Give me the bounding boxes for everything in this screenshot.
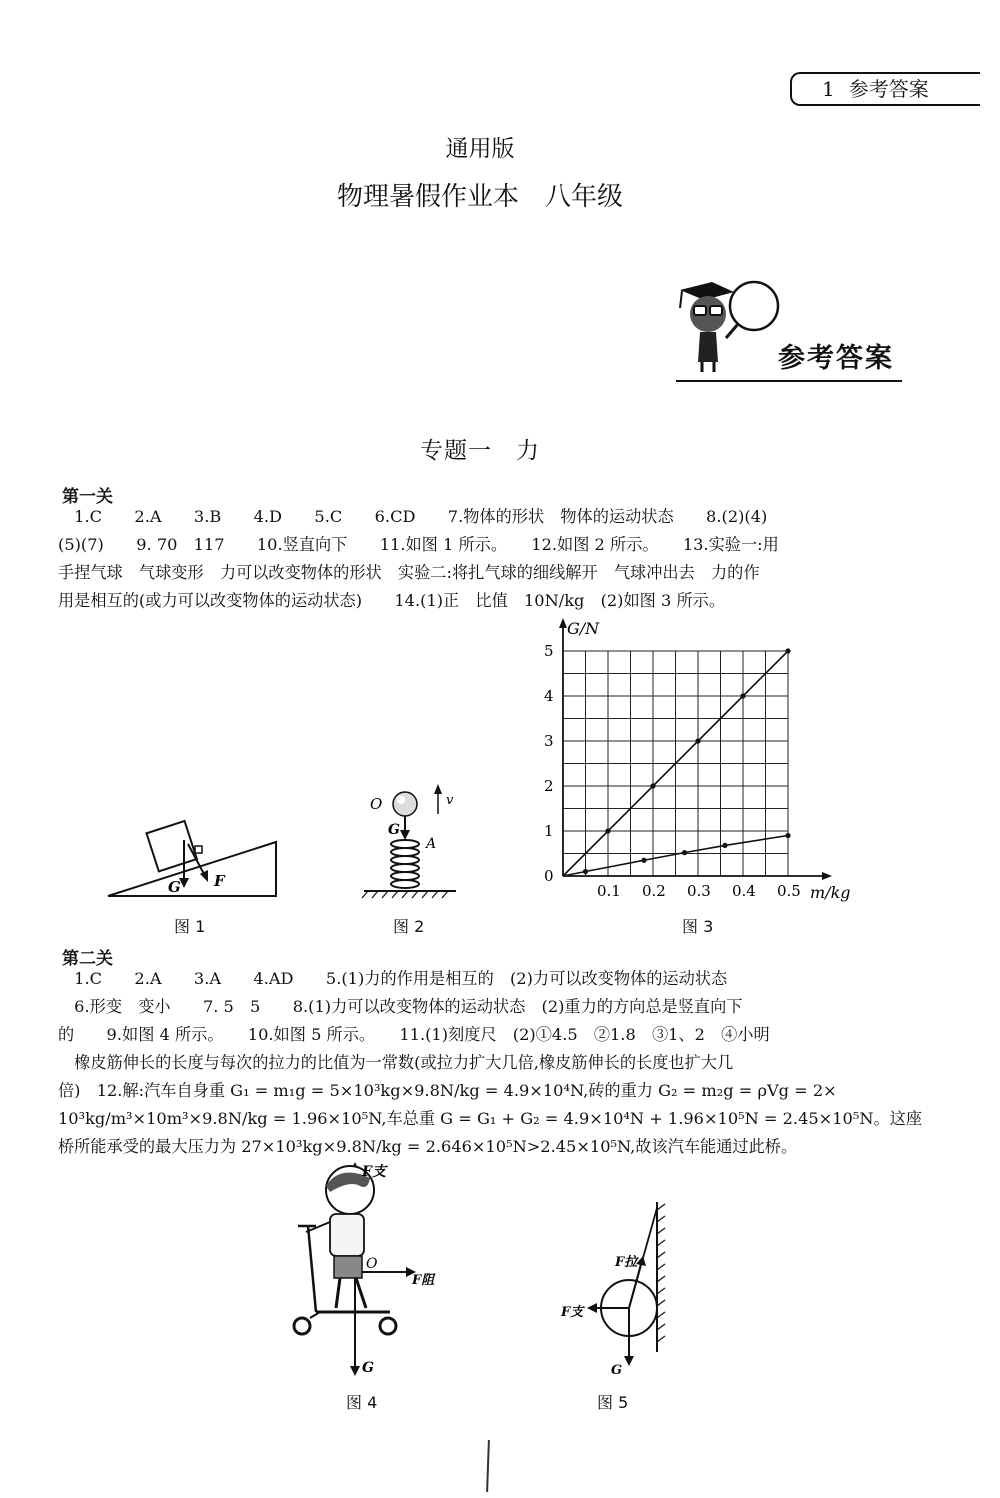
answer-line: 倍) 12.解:汽车自身重 G₁ = m₁g = 5×10³kg×9.8N/kg = 4.9×10⁴N,砖的重力 G₂ = m₂g = ρVg = 2× (58, 1081, 837, 1100)
page-number: 1 (822, 77, 835, 101)
y-tick-label: 0 (544, 867, 554, 885)
chart-axes (559, 618, 832, 880)
data-point (722, 843, 727, 848)
fig5-label-F-pull: F拉 (615, 1255, 638, 1270)
answer-line: 1.C 2.A 3.B 4.D 5.C 6.CD 7.物体的形状 物体的运动状态 8.(2)(4) (58, 507, 768, 526)
fig5-label-G: G (611, 1363, 623, 1378)
fig1-label-G: G (168, 878, 181, 896)
chart-xlabel: m/kg (810, 883, 851, 902)
chart-series (563, 648, 791, 876)
fig2-label-O: O (370, 795, 383, 813)
header-tab-label: 参考答案 (848, 77, 929, 101)
chart-ticks (544, 642, 801, 900)
figure-1-caption: 图 1 (174, 917, 206, 936)
figure-3-chart (530, 614, 860, 904)
fig2-label-A: A (426, 836, 437, 852)
answer-line: 橡皮筋伸长的长度与每次的拉力的比值为一常数(或拉力扩大几倍,橡皮筋伸长的长度也扩大几 (58, 1053, 734, 1072)
x-tick-label: 0.1 (597, 882, 621, 900)
data-point (740, 693, 745, 698)
book-title: 物理暑假作业本 八年级 (336, 182, 623, 212)
answer-line: 10³kg/m³×10m³×9.8N/kg = 1.96×10⁵N,车总重 G = G₁ + G₂ = 4.9×10⁴N + 1.96×10⁵N = 2.45×10⁵N。这座 (58, 1109, 923, 1128)
figure-4-scooter (280, 1160, 450, 1385)
y-tick-label: 3 (544, 732, 554, 750)
fig1-label-F: F (214, 872, 225, 890)
y-tick-label: 5 (544, 642, 554, 660)
section-2-answers (58, 965, 923, 1161)
x-tick-label: 0.4 (732, 882, 756, 900)
figure-5-wall-ball (555, 1200, 685, 1385)
answer-line: 6.形变 变小 7. 5 5 8.(1)力可以改变物体的运动状态 (2)重力的方向总是竖直向下 (58, 997, 743, 1016)
figure-3-caption: 图 3 (682, 917, 714, 936)
figure-5-caption: 图 5 (597, 1393, 629, 1412)
y-tick-label: 1 (544, 822, 554, 840)
figure-2-spring (360, 770, 470, 900)
y-tick-label: 2 (544, 777, 554, 795)
figure-4-caption: 图 4 (346, 1393, 378, 1412)
answer-line: (5)(7) 9. 70 117 10.竖直向下 11.如图 1 所示。 12.如图 2 所示。 13.实验一:用 (58, 535, 779, 554)
x-tick-label: 0.5 (777, 882, 801, 900)
data-point (583, 869, 588, 874)
data-point (641, 858, 646, 863)
x-axis-arrow (822, 872, 832, 880)
figure-1-incline (100, 800, 290, 910)
y-tick-label: 4 (544, 687, 554, 705)
fig4-label-F-resist: F阻 (412, 1273, 435, 1288)
mascot-illustration (672, 276, 782, 376)
chart-ylabel: G/N (567, 619, 600, 638)
answer-line: 1.C 2.A 3.A 4.AD 5.(1)力的作用是相互的 (2)力可以改变物体的运动状态 (58, 969, 728, 988)
answer-line: 手捏气球 气球变形 力可以改变物体的形状 实验二:将扎气球的细线解开 气球冲出去 力的作 (58, 563, 760, 582)
fig2-label-v: v (446, 793, 454, 808)
data-point (650, 783, 655, 788)
fig5-label-F-support: F支 (561, 1305, 584, 1320)
edition-label: 通用版 (445, 136, 515, 162)
fig2-label-G: G (388, 822, 400, 838)
y-axis-arrow (559, 618, 567, 628)
data-point (785, 833, 790, 838)
section-1-answers (58, 503, 904, 615)
data-point (605, 828, 610, 833)
section-2-title: 第二关 (62, 949, 113, 969)
section-1-title: 第一关 (62, 487, 113, 507)
page-gutter-mark (486, 1440, 490, 1492)
fig4-label-G: G (362, 1360, 374, 1376)
badge-underline (676, 380, 902, 382)
data-point (682, 850, 687, 855)
topic-title: 专题一 力 (420, 438, 540, 464)
x-tick-label: 0.2 (642, 882, 666, 900)
figure-2-caption: 图 2 (393, 917, 425, 936)
answer-line: 的 9.如图 4 所示。 10.如图 5 所示。 11.(1)刻度尺 (2)①4.5 ②1.8 ③1、2 ④小明 (58, 1025, 770, 1044)
data-point (785, 648, 790, 653)
page-header-tab (790, 72, 980, 106)
fig4-label-F-support: F支 (362, 1164, 386, 1180)
answer-line: 桥所能承受的最大压力为 27×10³kg×9.8N/kg = 2.646×10⁵N>2.45×10⁵N,故该汽车能通过此桥。 (58, 1137, 798, 1156)
fig4-label-O: O (366, 1256, 378, 1272)
x-tick-label: 0.3 (687, 882, 711, 900)
answer-badge: 参考答案 (778, 343, 894, 374)
data-point (695, 738, 700, 743)
answer-line: 用是相互的(或力可以改变物体的运动状态) 14.(1)正 比值 10N/kg (2)如图 3 所示。 (58, 591, 726, 610)
